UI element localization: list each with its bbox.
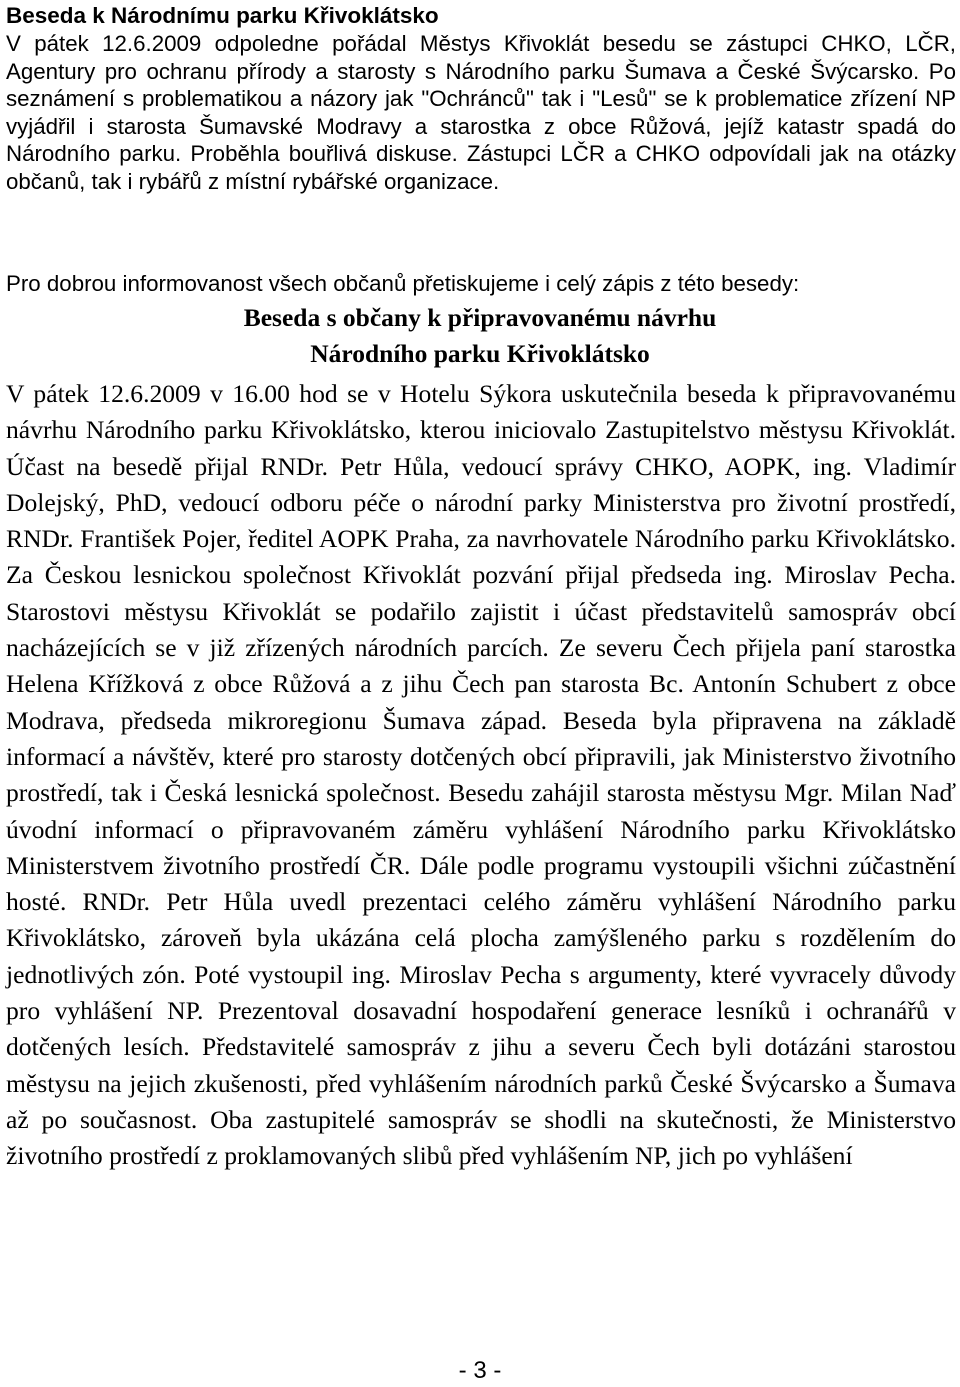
minutes-body-paragraph: V pátek 12.6.2009 v 16.00 hod se v Hotelu Sýkora uskutečnila beseda k připravovanému návrhu Národního parku Křivoklátsko, kterou iniciovalo Zastupitelstvo městysu Křivoklát. Účast na besedě přijal RNDr. Petr Hůla, vedoucí správy CHKO, AOPK, ing. Vladimír Dolejský, PhD, vedoucí odboru péče o národní parky Ministerstva pro životní prostředí, RNDr. František Pojer, ředitel AOPK Praha, za navrhovatele Národního parku Křivoklátsko. Za Českou lesnickou společnost Křivoklát pozvání přijal předseda ing. Miroslav Pecha. Starostovi městysu Křivoklát se podařilo zajistit i účast představitelů samospráv obcí nacházejících se v již zřízených národních parcích. Ze severu Čech přijela paní starostka Helena Křížková z obce Růžová a z jihu Čech pan starosta Bc. Antonín Schubert z obce Modrava, předseda mikroregionu Šumava západ. Beseda byla připravena na základě informací a návštěv, které pro starosty dotčených obcí připravili, jak Ministerstvo životního prostředí, tak i Česká lesnická společnost. Besedu zahájil starosta městysu Mgr. Milan Naď úvodní informací o připravovaném záměru vyhlášení Národního parku Křivoklátsko Ministerstvem životního prostředí ČR. Dále podle programu vystoupili všichni zúčastnění hosté. RNDr. Petr Hůla uvedl prezentaci celého záměru vyhlášení Národního parku Křivoklátsko, zároveň byla ukázána celá plocha zamýšleného parku s rozdělením do jednotlivých zón. Poté vystoupil ing. Miroslav Pecha s argumenty, které vyvracely důvody pro vyhlášení NP. Prezentoval dosavadní hospodaření generace lesníků i ochranářů v dotčených lesích. Představitelé samospráv z jihu a severu Čech byli dotázáni starostou městysu na jejich zkušenosti, před vyhlášením národních parků České Švýcarsko a Šumava až po současnost. Oba zastupitelé samospráv se shodli na skutečnosti, že Ministerstvo životního prostředí z proklamovaných slibů před vyhlášením NP, jich po vyhlášení — [6, 379, 956, 1171]
article-title: Beseda k Národnímu parku Křivoklátsko — [6, 3, 439, 28]
reprint-note: Pro dobrou informovanost všech občanů přetiskujeme i celý zápis z této besedy: — [6, 271, 800, 296]
article-intro-paragraph: V pátek 12.6.2009 odpoledne pořádal Městys Křivoklát besedu se zástupci CHKO, LČR, Agentury pro ochranu přírody a starosty s Národního parku Šumava a České Švýcarsko. Po seznámení s problematikou a názory jak "Ochránců" tak i "Lesů" se k problematice zřízení NP vyjádřil i starosta Šumavské Modravy a starostka z obce Růžová, jejíž katastr spadá do Národního parku. Proběhla bouřlivá diskuse. Zástupci LČR a CHKO odpovídali jak na otázky občanů, tak i rybářů z místní rybářské organizace. — [6, 31, 956, 194]
page-number: - 3 - — [458, 1357, 502, 1384]
minutes-heading-line-2: Národního parku Křivoklátsko — [310, 339, 650, 368]
minutes-heading-line-1: Beseda s občany k připravovanému návrhu — [243, 303, 717, 332]
